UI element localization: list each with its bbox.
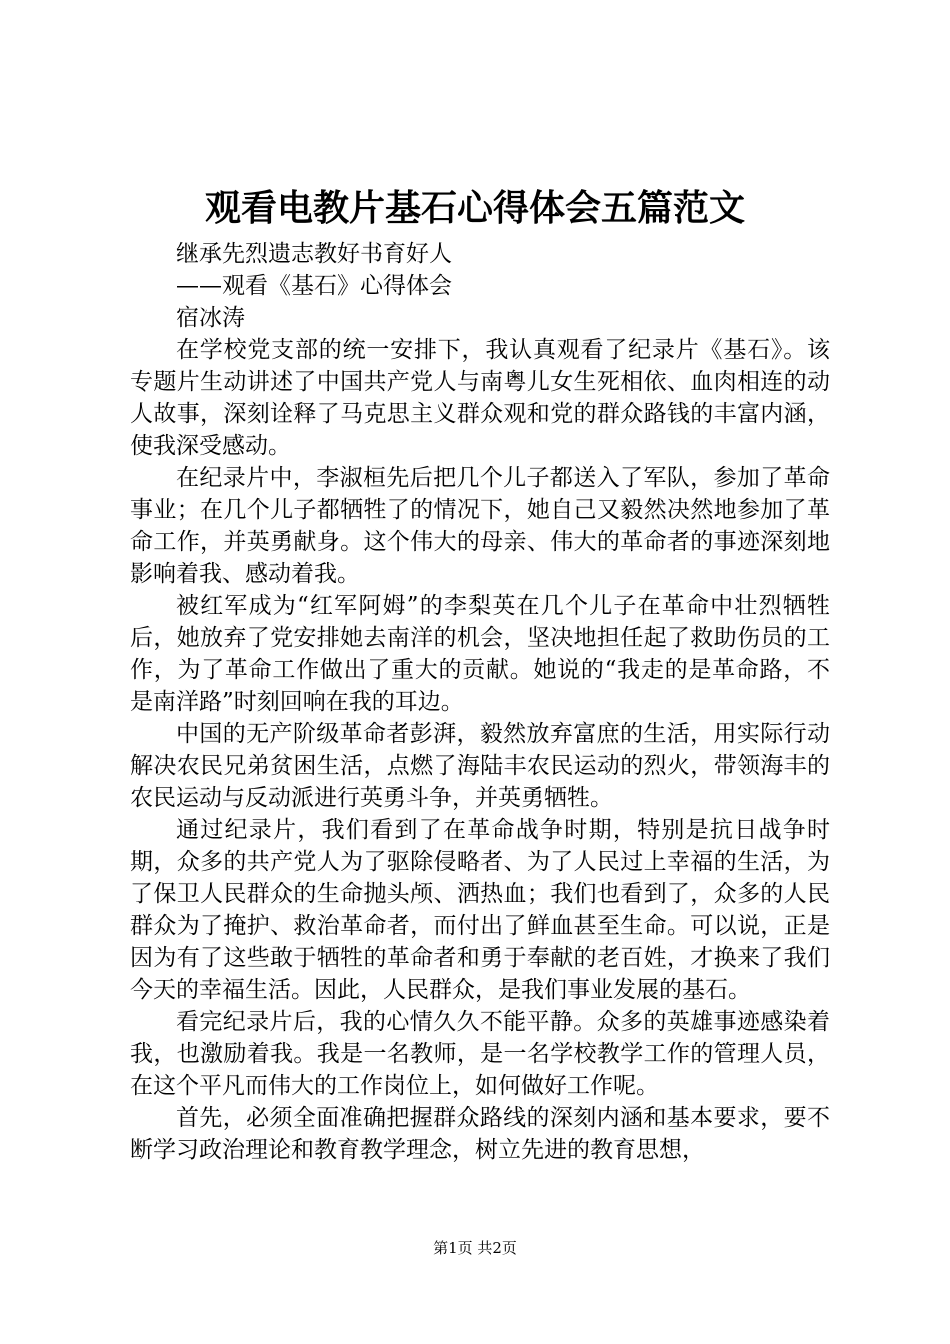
document-subtitle: 继承先烈遗志教好书育好人 (176, 241, 452, 267)
paragraph: 中国的无产阶级革命者彭湃，毅然放弃富庶的生活，用实际行动解决农民兄弟贫困生活，点燃了海陆丰农民运动的烈火，带领海丰的农民运动与反动派进行英勇斗争，并英勇牺牲。 (130, 721, 830, 811)
document-author: 宿冰涛 (176, 305, 245, 331)
page-number: 第1页 共2页 (433, 1239, 517, 1257)
paragraph: 看完纪录片后，我的心情久久不能平静。众多的英雄事迹感染着我，也激励着我。我是一名教师，是一名学校教学工作的管理人员，在这个平凡而伟大的工作岗位上，如何做好工作呢。 (130, 1009, 830, 1099)
document-body (130, 238, 830, 1166)
page-title: 观看电教片基石心得体会五篇范文 (204, 187, 745, 229)
document-subheading: ——观看《基石》心得体会 (176, 273, 452, 299)
paragraph: 被红军成为“红军阿姆”的李梨英在几个儿子在革命中壮烈牺牲后，她放弃了党安排她去南洋的机会，坚决地担任起了救助伤员的工作，为了革命工作做出了重大的贡献。她说的“我走的是革命路，不是南洋路”时刻回响在我的耳边。 (130, 593, 830, 715)
paragraph: 通过纪录片，我们看到了在革命战争时期，特别是抗日战争时期，众多的共产党人为了驱除侵略者、为了人民过上幸福的生活，为了保卫人民群众的生命抛头颅、洒热血；我们也看到了，众多的人民群众为了掩护、救治革命者，而付出了鲜血甚至生命。可以说，正是因为有了这些敢于牺牲的革命者和勇于奉献的老百姓，才换来了我们今天的幸福生活。因此，人民群众，是我们事业发展的基石。 (130, 817, 830, 1003)
paragraph: 首先，必须全面准确把握群众路线的深刻内涵和基本要求，要不断学习政治理论和教育教学理念，树立先进的教育思想， (130, 1105, 830, 1163)
paragraph: 在学校党支部的统一安排下，我认真观看了纪录片《基石》。该专题片生动讲述了中国共产党人与南粤儿女生死相依、血肉相连的动人故事，深刻诠释了马克思主义群众观和党的群众路钱的丰富内涵，使我深受感动。 (130, 337, 830, 459)
paragraph: 在纪录片中，李淑桓先后把几个儿子都送入了军队，参加了革命事业；在几个儿子都牺牲了的情况下，她自己又毅然决然地参加了革命工作，并英勇献身。这个伟大的母亲、伟大的革命者的事迹深刻地影响着我、感动着我。 (130, 465, 830, 587)
